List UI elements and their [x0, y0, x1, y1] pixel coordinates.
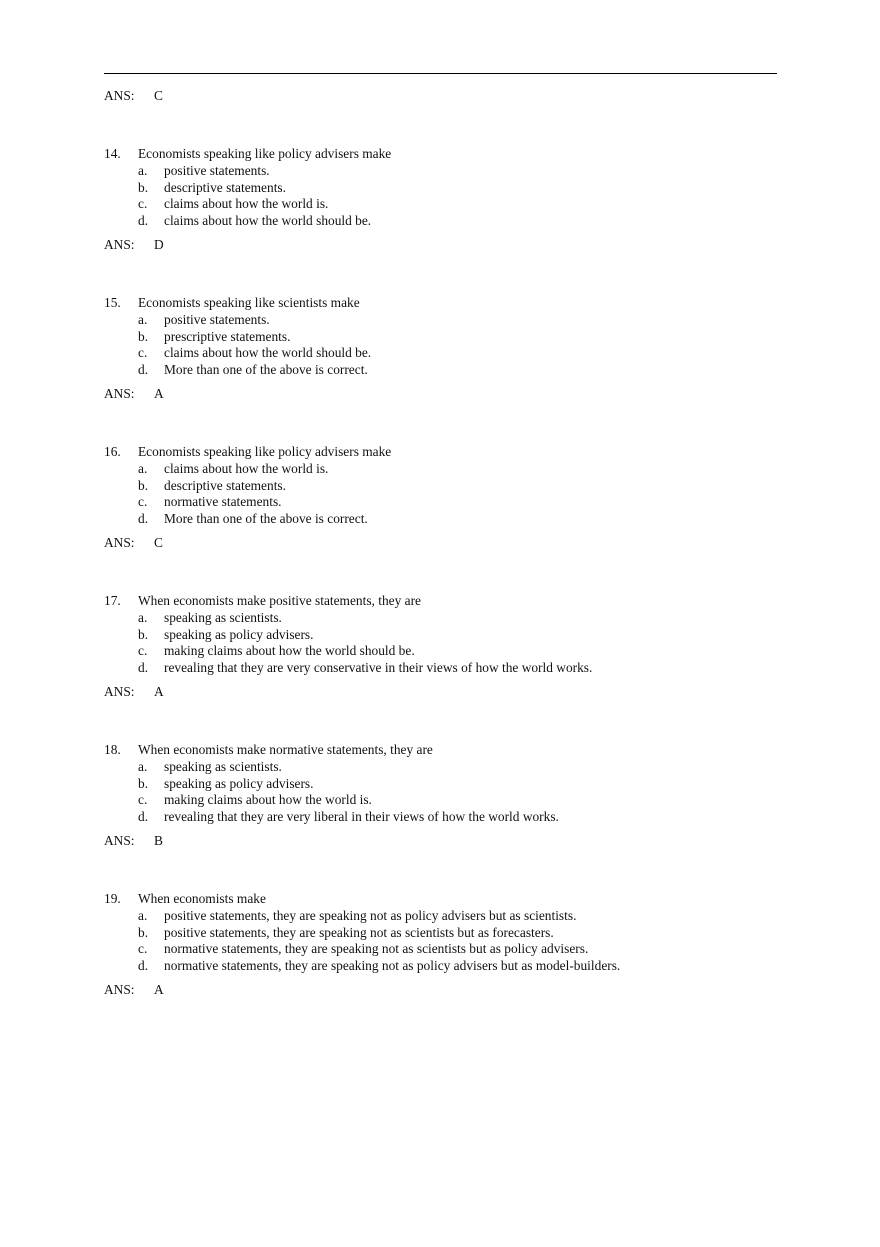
option-letter: a. — [138, 908, 148, 923]
option-letter: a. — [138, 163, 148, 178]
question-stem — [104, 891, 776, 907]
option-text: More than one of the above is correct. — [164, 361, 368, 377]
option-text: claims about how the world should be. — [164, 212, 372, 228]
answer-line-16 — [104, 535, 163, 551]
option-text: positive statements. — [164, 312, 270, 327]
option-text: revealing that they are very liberal in their views of how the world works. — [164, 808, 559, 824]
option-letter: d. — [138, 510, 149, 526]
options-list — [104, 908, 776, 974]
option-letter: d. — [138, 957, 149, 973]
option-b — [104, 627, 776, 644]
option-text: positive statements. — [164, 163, 270, 178]
option-text: normative statements. — [164, 494, 282, 509]
answer-value: C — [154, 88, 163, 103]
answer-value: A — [154, 386, 164, 401]
option-text: making claims about how the world is. — [164, 792, 372, 807]
answer-label: ANS: — [104, 88, 135, 103]
option-letter: a. — [138, 312, 148, 327]
options-list — [104, 163, 776, 229]
question-text: When economists make positive statements, they are — [138, 593, 421, 608]
option-text: speaking as scientists. — [164, 759, 282, 774]
answer-line-19 — [104, 982, 164, 998]
option-a — [104, 610, 776, 627]
answer-value: A — [154, 982, 164, 997]
option-text: speaking as policy advisers. — [164, 626, 314, 642]
option-c — [104, 643, 776, 660]
option-text: revealing that they are very conservative in their views of how the world works. — [164, 659, 593, 675]
option-text: making claims about how the world should be. — [164, 643, 415, 658]
option-letter: a. — [138, 759, 148, 774]
answer-line-17 — [104, 684, 164, 700]
options-list — [104, 312, 776, 378]
option-letter: a. — [138, 461, 148, 476]
option-letter: c. — [138, 643, 148, 658]
option-c — [104, 941, 776, 958]
answer-line-15 — [104, 386, 164, 402]
option-b — [104, 180, 776, 197]
question-15 — [104, 295, 776, 378]
option-a — [104, 759, 776, 776]
option-a — [104, 312, 776, 329]
question-text: When economists make — [138, 891, 266, 906]
options-list — [104, 610, 776, 676]
question-number: 14. — [104, 146, 121, 161]
answer-line-13 — [104, 88, 163, 104]
option-text: positive statements, they are speaking not as policy advisers but as scientists. — [164, 908, 577, 923]
option-letter: b. — [138, 328, 149, 344]
option-letter: c. — [138, 345, 148, 360]
option-a — [104, 461, 776, 478]
options-list — [104, 461, 776, 527]
option-b — [104, 478, 776, 495]
option-letter: d. — [138, 659, 149, 675]
option-letter: d. — [138, 808, 149, 824]
option-text: claims about how the world should be. — [164, 345, 372, 360]
option-b — [104, 925, 776, 942]
option-letter: b. — [138, 477, 149, 493]
question-17 — [104, 593, 776, 676]
option-letter: c. — [138, 196, 148, 211]
option-d — [104, 809, 776, 826]
question-18 — [104, 742, 776, 825]
question-text: Economists speaking like policy advisers make — [138, 146, 392, 161]
question-stem — [104, 444, 776, 460]
option-b — [104, 776, 776, 793]
question-19 — [104, 891, 776, 974]
answer-label: ANS: — [104, 833, 135, 848]
top-divider — [104, 73, 777, 74]
options-list — [104, 759, 776, 825]
option-d — [104, 362, 776, 379]
option-d — [104, 511, 776, 528]
answer-label: ANS: — [104, 684, 135, 699]
option-letter: c. — [138, 494, 148, 509]
answer-value: C — [154, 535, 163, 550]
question-stem — [104, 593, 776, 609]
question-stem — [104, 146, 776, 162]
option-letter: d. — [138, 212, 149, 228]
answer-value: B — [154, 833, 163, 848]
option-text: positive statements, they are speaking not as scientists but as forecasters. — [164, 924, 554, 940]
question-number: 16. — [104, 444, 121, 459]
answer-label: ANS: — [104, 535, 135, 550]
option-a — [104, 908, 776, 925]
option-text: descriptive statements. — [164, 179, 286, 195]
answer-label: ANS: — [104, 386, 135, 401]
question-stem — [104, 742, 776, 758]
option-text: speaking as scientists. — [164, 610, 282, 625]
option-letter: a. — [138, 610, 148, 625]
option-b — [104, 329, 776, 346]
option-letter: c. — [138, 941, 148, 956]
option-c — [104, 345, 776, 362]
question-number: 18. — [104, 742, 121, 757]
option-text: More than one of the above is correct. — [164, 510, 368, 526]
option-text: prescriptive statements. — [164, 328, 291, 344]
question-number: 17. — [104, 593, 121, 608]
answer-label: ANS: — [104, 982, 135, 997]
answer-line-18 — [104, 833, 163, 849]
answer-label: ANS: — [104, 237, 135, 252]
question-text: When economists make normative statements, they are — [138, 742, 433, 757]
option-letter: b. — [138, 775, 149, 791]
option-letter: b. — [138, 924, 149, 940]
option-c — [104, 792, 776, 809]
option-text: normative statements, they are speaking not as policy advisers but as model-builders. — [164, 957, 621, 973]
option-letter: d. — [138, 361, 149, 377]
option-text: descriptive statements. — [164, 477, 286, 493]
answer-value: D — [154, 237, 164, 252]
question-14 — [104, 146, 776, 229]
option-d — [104, 213, 776, 230]
question-number: 19. — [104, 891, 121, 906]
option-c — [104, 494, 776, 511]
option-letter: b. — [138, 179, 149, 195]
option-d — [104, 958, 776, 975]
option-text: claims about how the world is. — [164, 461, 329, 476]
question-stem — [104, 295, 776, 311]
option-text: normative statements, they are speaking not as scientists but as policy advisers. — [164, 941, 589, 956]
question-text: Economists speaking like policy advisers make — [138, 444, 392, 459]
option-c — [104, 196, 776, 213]
option-text: claims about how the world is. — [164, 196, 329, 211]
answer-line-14 — [104, 237, 164, 253]
option-d — [104, 660, 776, 677]
option-letter: b. — [138, 626, 149, 642]
option-a — [104, 163, 776, 180]
question-text: Economists speaking like scientists make — [138, 295, 360, 310]
option-letter: c. — [138, 792, 148, 807]
answer-value: A — [154, 684, 164, 699]
question-16 — [104, 444, 776, 527]
question-number: 15. — [104, 295, 121, 310]
option-text: speaking as policy advisers. — [164, 775, 314, 791]
